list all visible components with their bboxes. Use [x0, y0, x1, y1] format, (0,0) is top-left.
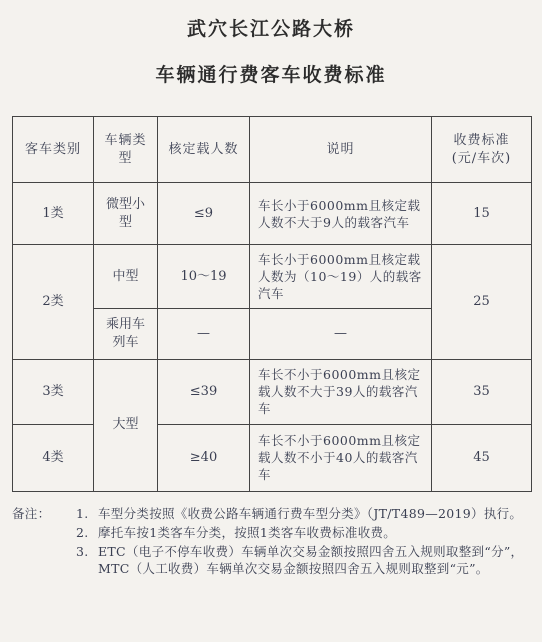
cell-capacity: ≤9	[158, 183, 250, 245]
header-category: 客车类别	[13, 117, 94, 183]
header-description: 说明	[250, 117, 432, 183]
cell-capacity: —	[158, 309, 250, 359]
header-capacity: 核定载人数	[158, 117, 250, 183]
cell-capacity: ≤39	[158, 359, 250, 424]
cell-description: —	[250, 309, 432, 359]
cell-description: 车长不小于6000mm且核定载人数不小于40人的载客汽车	[250, 424, 432, 491]
cell-description: 车长小于6000mm且核定载人数不大于9人的载客汽车	[250, 183, 432, 245]
note-item	[12, 543, 534, 577]
cell-fee: 35	[432, 359, 532, 424]
cell-fee: 15	[432, 183, 532, 245]
note-number: 3.	[76, 544, 89, 559]
note-item	[12, 524, 534, 541]
note-text: ETC（电子不停车收费）车辆单次交易金额按照四舍五入规则取整到“分”，MTC（人工收费）车辆单次交易金额按照四舍五入规则取整到“元”。	[98, 544, 524, 576]
document-subtitle: 车辆通行费客车收费标准	[155, 64, 387, 86]
note-number: 1.	[76, 506, 89, 521]
header-fee	[432, 117, 532, 183]
cell-description: 车长小于6000mm且核定载人数为（10～19）人的载客汽车	[250, 245, 432, 309]
fee-table	[12, 116, 532, 492]
note-number: 2.	[76, 525, 89, 540]
header-vehicle-type: 车辆类型	[94, 117, 158, 183]
cell-fee: 25	[432, 245, 532, 359]
cell-category: 1类	[13, 183, 94, 245]
notes-section	[12, 505, 534, 579]
header-fee-label: 收费标准	[453, 132, 510, 148]
cell-description: 车长不小于6000mm且核定载人数不大于39人的载客汽车	[250, 359, 432, 424]
cell-capacity: ≥40	[158, 424, 250, 491]
cell-fee: 45	[432, 424, 532, 491]
notes-label: 备注：	[12, 506, 51, 521]
table-header-row	[13, 117, 532, 183]
document-title: 武穴长江公路大桥	[186, 18, 355, 40]
cell-vehicle-type: 乘用车列车	[94, 309, 158, 359]
table-row-class1	[13, 183, 532, 245]
header-fee-unit: (元/车次)	[451, 150, 512, 166]
cell-vehicle-type: 中型	[94, 245, 158, 309]
cell-category: 2类	[13, 245, 94, 359]
cell-category: 4类	[13, 424, 94, 491]
cell-capacity: 10～19	[158, 245, 250, 309]
cell-vehicle-type: 大型	[94, 359, 158, 491]
cell-vehicle-type: 微型小型	[94, 183, 158, 245]
table-row-class4	[13, 424, 532, 491]
table-row-class2-medium	[13, 245, 532, 309]
note-item	[12, 505, 534, 522]
note-text: 摩托车按1类客车分类，按照1类客车收费标准收费。	[98, 525, 397, 540]
cell-category: 3类	[13, 359, 94, 424]
table-row-class3	[13, 359, 532, 424]
note-text: 车型分类按照《收费公路车辆通行费车型分类》（JT/T489—2019）执行。	[98, 506, 523, 521]
